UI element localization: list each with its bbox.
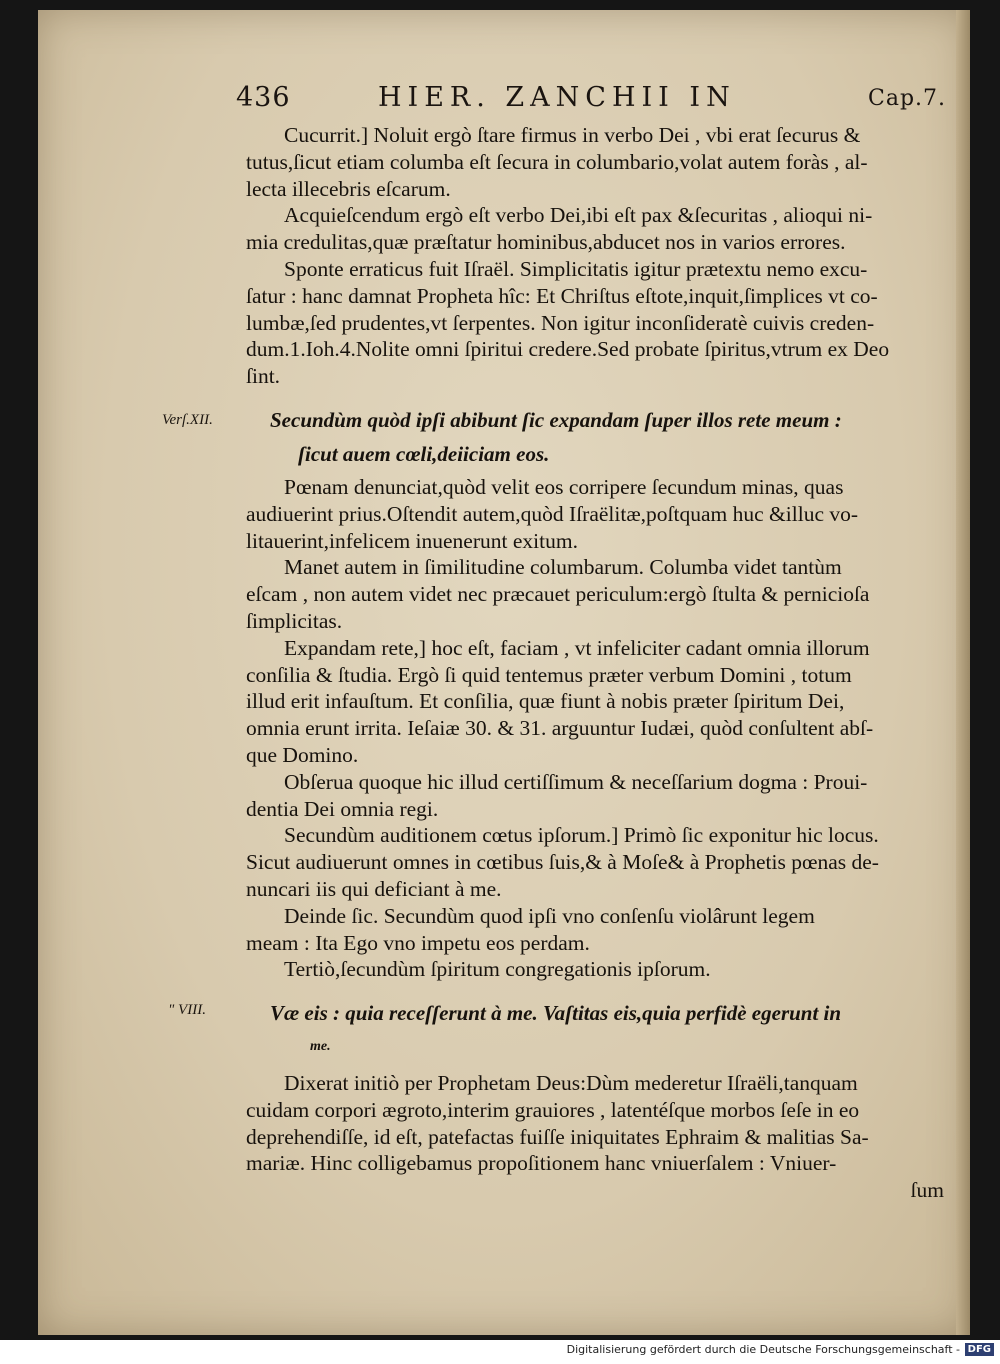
verse-13 [270,996,960,1064]
chapter-label: Cap.7. [868,86,947,111]
text-line: Secundùm auditionem cœtus ipſorum.] Primò ſic exponitur hic locus. [284,823,879,848]
text-block-middle [246,474,954,983]
text-line: tutus,ſicut etiam columba eſt ſecura in columbario,volat autem foràs , al- [246,149,868,174]
text-line: Pœnam denunciat,quòd velit eos corripere ſecundum minas, quas [284,475,844,499]
text-line: illud erit infauſtum. Et conſilia, quæ fiunt à nobis præter ſpiritum Dei, [246,689,845,714]
text-line: lecta illecebris eſcarum. [246,176,451,201]
text-line: ſimplicitas. [246,608,343,633]
footer-bar [0,1340,1000,1364]
text-line: Sponte erraticus fuit Iſraël. Simplicitatis igitur prætextu nemo excu- [284,256,868,281]
text-line: lumbæ,ſed prudentes,vt ſerpentes. Non igitur inconſideratè cuivis creden- [246,310,875,335]
text-line: meam : Ita Ego vno impetu eos perdam. [246,930,590,955]
text-line: cuidam corpori ægroto,interim grauiores , latentéſque morbos ſeſe in eo [246,1097,860,1122]
page-edge [956,10,970,1335]
text-line: ſatur : hanc damnat Propheta hîc: Et Chriſtus eſtote,inquit,ſimplices vt co- [246,283,878,308]
text-line: mia credulitas,quæ præſtatur hominibus,abducet nos in varios errores. [246,230,846,255]
funding-note: Digitalisierung gefördert durch die Deutsche Forschungsgemeinschaft - [566,1343,960,1356]
text-line: eſcam , non autem videt nec præcauet periculum:ergò ſtulta & pernicioſa [246,582,870,607]
verse-12 [270,403,960,471]
text-line: nuncari iis qui deficiant à me. [246,876,502,901]
text-line: dum.1.Ioh.4.Nolite omni ſpiritui credere.Sed probate ſpiritus,vtrum ex Deo [246,337,890,362]
text-line: Expandam rete,] hoc eſt, faciam , vt infeliciter cadant omnia illorum [284,635,870,660]
text-line: audiuerint prius.Oſtendit autem,quòd Iſraëlitæ,poſtquam huc &illuc vo- [246,501,859,526]
text-line: omnia erunt irrita. Ieſaiæ 30. & 31. arguuntur Iudæi, quòd conſultent abſ- [246,716,874,741]
margin-note-vers13: " VIII. [168,1002,206,1018]
text-line: Cucurrit.] Noluit ergò ſtare firmus in verbo Dei , vbi erat ſecurus & [284,123,861,147]
text-line: Obſerua quoque hic illud certiſſimum & neceſſarium dogma : Proui- [284,769,868,794]
text-line: ſum [910,1178,944,1203]
running-title: HIER. ZANCHII IN [378,82,736,113]
dfg-logo: DFG [965,1343,994,1356]
text-line: mariæ. Hinc colligebamus propoſitionem hanc vniuerſalem : Vniuer- [246,1151,837,1176]
text-line: conſilia & ſtudia. Ergò ſi quid tentemus præter verbum Domini , totum [246,662,852,687]
text-block-top [246,122,954,390]
text-line: Tertiò,ſecundùm ſpiritum congregationis ipſorum. [284,957,711,982]
verse-line: ſicut auem cœli,deiiciam eos. [298,442,550,466]
verse-line: me. [310,1039,331,1054]
text-line: litauerint,infelicem inuenerunt exitum. [246,528,578,553]
text-line: dentia Dei omnia regi. [246,796,439,821]
verse-line: Væ eis : quia receſſerunt à me. Vaſtitas eis,quia perfidè egerunt in [270,1001,842,1025]
text-line: que Domino. [246,742,359,767]
text-line: Dixerat initiò per Prophetam Deus:Dùm mederetur Iſraëli,tanquam [284,1071,858,1095]
text-block-bottom [246,1070,954,1204]
text-line: Deinde ſic. Secundùm quod ipſi vno conſenſu violârunt legem [284,903,815,928]
text-line: Acquieſcendum ergò eſt verbo Dei,ibi eſt pax &ſecuritas , alioqui ni- [284,203,873,228]
text-line: Sicut audiuerunt omnes in cœtibus ſuis,& à Moſe& à Prophetis pœnas de- [246,850,879,875]
margin-note-vers12: Verſ.XII. [162,412,213,428]
verse-line: Secundùm quòd ipſi abibunt ſic expandam ſuper illos rete meum : [270,408,842,432]
text-line: ſint. [246,364,281,389]
text-line: Manet autem in ſimilitudine columbarum. Columba videt tantùm [284,555,842,580]
text-line: deprehendiſſe, id eſt, patefactas fuiſſe iniquitates Ephraim & malitias Sa- [246,1124,869,1149]
page-number: 436 [236,82,291,113]
